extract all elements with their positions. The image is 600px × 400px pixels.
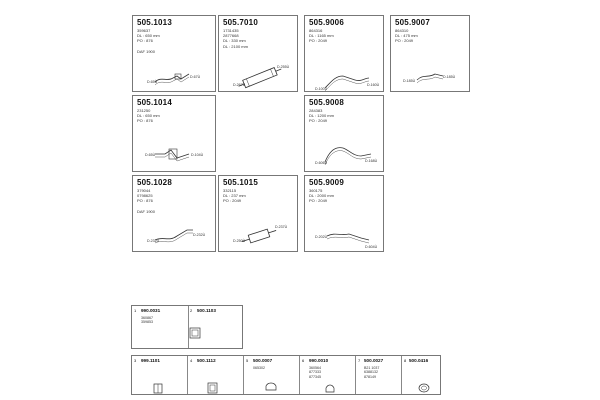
part-description: 332115 DL : 237 mm PO : 2049 [223,188,246,204]
part-card-2 [218,15,298,92]
accessory-part-number: 500.1103 [197,308,216,313]
diameter-label: D.202Ù [315,235,328,239]
accessory-cell-6 [300,356,356,395]
accessory-cell-3 [132,356,188,395]
accessory-part-number: 990.0010 [309,358,329,363]
part-number: 505.9009 [309,178,344,187]
muffler-drawing-icon [219,176,298,252]
accessory-index: 1 [134,308,137,313]
accessory-index: 8 [404,358,407,363]
accessory-part-number: 500.0027 [364,358,384,363]
pipe-drawing-icon [305,16,384,92]
accessory-index: 4 [190,358,193,363]
clamp-icon [244,356,300,395]
diameter-label: D.232Ù [147,239,160,243]
part-description: 359637 DL : 650 mm PO : 876 DAF 1900 [137,28,160,54]
pipe-drawing-icon [391,16,470,92]
part-card-8 [218,175,298,252]
accessory-cell-2 [188,306,243,349]
part-number: 505.9008 [309,98,344,107]
accessory-index: 5 [246,358,249,363]
accessory-description: 065302 [253,366,265,370]
accessory-part-number: 500.0416 [409,358,429,363]
diameter-label: D.267Ù [233,83,246,87]
part-card-3 [304,15,384,92]
accessory-group-top [131,305,243,349]
accessory-description: 360867 359853 [141,316,153,325]
part-number: 505.1015 [223,178,258,187]
accessory-group-bottom [131,355,441,395]
accessory-part-number: 500.0007 [253,358,273,363]
part-number: 505.7010 [223,18,258,27]
accessory-description: 360564 877333 877345 [309,366,321,379]
part-description: 360175 DL : 2000 mm PO : 2049 [309,188,334,204]
part-number: 505.9006 [309,18,344,27]
part-number: 505.9007 [395,18,430,27]
pipe-drawing-icon [133,176,216,252]
part-description: 284383 DL : 1200 mm PO : 2049 [309,108,334,124]
accessory-part-number: 999.1101 [141,358,160,363]
diameter-label: D.168Ù [365,159,378,163]
part-number: 505.1013 [137,18,172,27]
accessory-part-number: 500.1112 [197,358,216,363]
clamp-icon [188,356,244,395]
part-description: 231250 DL : 650 mm PO : 876 [137,108,160,124]
pipe-drawing-icon [133,96,216,172]
accessory-cell-5 [244,356,300,395]
diameter-label: D.232Ù [193,233,206,237]
pipe-drawing-icon [305,96,384,172]
diameter-label: D.237Ù [275,225,288,229]
accessory-part-number: 990.0031 [141,308,161,313]
part-card-4 [390,15,470,92]
pipe-drawing-icon [133,16,216,92]
diameter-label: D.67Ù [190,75,201,79]
part-card-5 [132,95,216,172]
part-number: 505.1014 [137,98,172,107]
accessory-cell-8 [402,356,441,395]
part-description: 864316 DL : 1165 mm PO : 2049 [309,28,334,44]
accessory-index: 2 [190,308,193,313]
diameter-label: D.606Ù [315,161,328,165]
part-number: 505.1028 [137,178,172,187]
clamp-icon [300,356,356,395]
pipe-drawing-icon [305,176,384,252]
part-card-1 [132,15,216,92]
diameter-label: D.185Ù [443,75,456,79]
diameter-label: D.100Ù [315,87,328,91]
accessory-cell-4 [188,356,244,395]
accessory-description: B21 1037 6388132 878149 [364,366,380,379]
accessory-index: 3 [134,358,137,363]
diameter-label: D.185Ù [403,79,416,83]
accessory-index: 6 [302,358,305,363]
diameter-label: D.65Ù [147,80,158,84]
diameter-label: D.65Ù [145,153,156,157]
part-card-9 [304,175,384,252]
diameter-label: D.250Ù [233,239,246,243]
accessory-cell-1 [132,306,189,349]
part-description: 864310 DL : 475 mm PO : 2049 [395,28,418,44]
diameter-label: D.160Ù [367,83,380,87]
gasket-icon [402,356,441,395]
diameter-label: D.104Ù [191,153,204,157]
accessory-cell-7 [356,356,402,395]
part-description: 1731435 2877668 DL : 330 mm DL : 2100 mm [223,28,248,49]
diameter-label: D.604Ù [365,245,378,249]
clamp-icon [188,306,243,349]
diameter-label: D.255Ù [277,65,290,69]
part-description: 379044 0798625 PO : 876 DAF 1900 [137,188,156,214]
part-card-7 [132,175,216,252]
accessory-index: 7 [358,358,361,363]
bracket-icon [132,356,188,395]
muffler-drawing-icon [219,16,298,92]
part-card-6 [304,95,384,172]
